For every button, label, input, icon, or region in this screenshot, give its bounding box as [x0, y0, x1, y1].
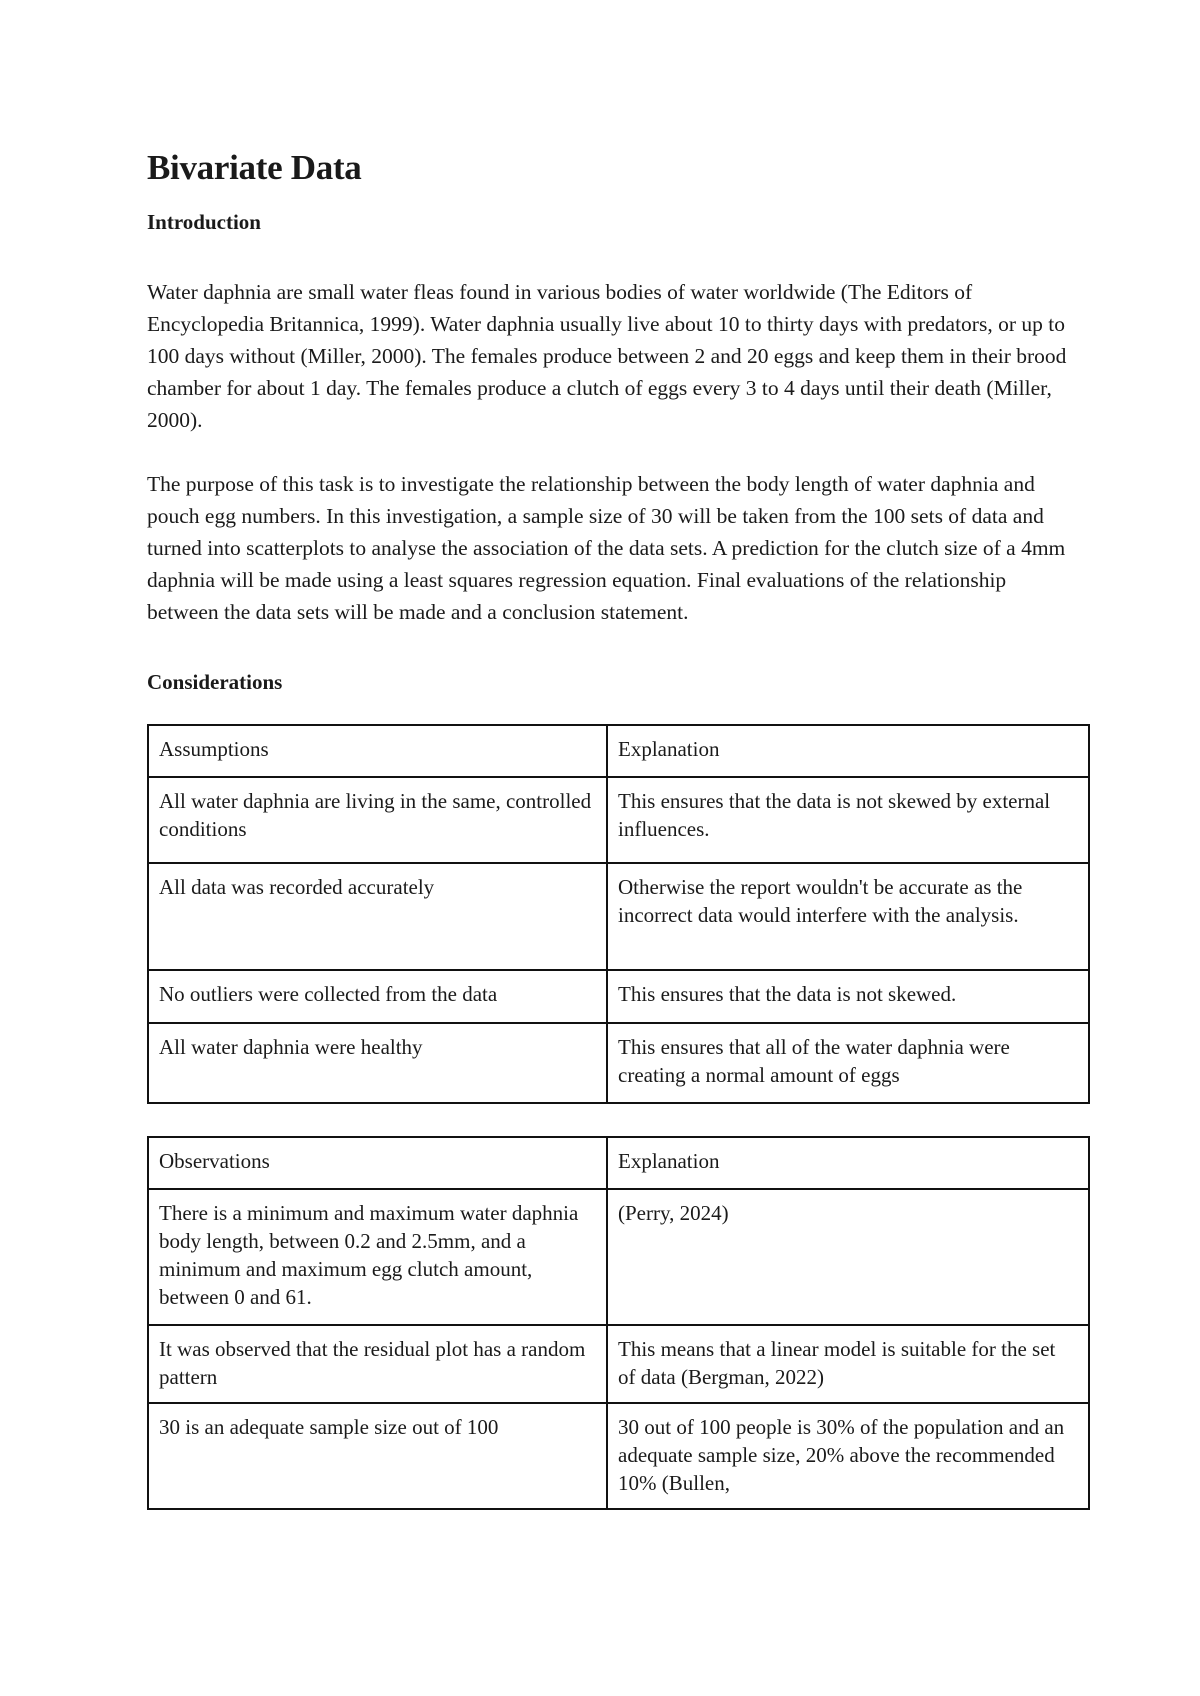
table-header-cell: Explanation — [607, 725, 1089, 777]
introduction-heading: Introduction — [147, 210, 261, 234]
table-header-cell: Explanation — [607, 1137, 1089, 1189]
table-cell: This means that a linear model is suitable for the set of data (Bergman, 2022) — [607, 1325, 1089, 1403]
table-row — [148, 1325, 1089, 1403]
table-cell: It was observed that the residual plot has a random pattern — [148, 1325, 607, 1403]
assumptions-table — [147, 724, 1090, 1104]
intro-paragraph-1: Water daphnia are small water fleas found in various bodies of water worldwide (The Editors of Encyclopedia Britannica, 1999). Water daphnia usually live about 10 to thirty days with predators, or up to 100 days without (Miller, 2000). The females produce between 2 and 20 eggs and keep them in their brood chamber for about 1 day. The females produce a clutch of eggs every 3 to 4 days until their death (Miller, 2000). — [147, 280, 1067, 432]
table-cell: 30 is an adequate sample size out of 100 — [148, 1403, 607, 1509]
table-header-row — [148, 1137, 1089, 1189]
table-cell: This ensures that the data is not skewed by external influences. — [607, 777, 1089, 863]
table-header-cell: Assumptions — [148, 725, 607, 777]
table-cell: All data was recorded accurately — [148, 863, 607, 970]
table-header-row — [148, 725, 1089, 777]
intro-paragraph-2: The purpose of this task is to investigate the relationship between the body length of water daphnia and pouch egg numbers. In this investigation, a sample size of 30 will be taken from the 100 sets of data and turned into scatterplots to analyse the association of the data sets. A prediction for the clutch size of a 4mm daphnia will be made using a least squares regression equation. Final evaluations of the relationship between the data sets will be made and a conclusion statement. — [147, 472, 1066, 624]
table-cell: No outliers were collected from the data — [148, 970, 607, 1023]
document-page — [147, 140, 1067, 1510]
considerations-heading: Considerations — [147, 670, 283, 694]
table-cell: All water daphnia were healthy — [148, 1023, 607, 1103]
table-cell: There is a minimum and maximum water daphnia body length, between 0.2 and 2.5mm, and a minimum and maximum egg clutch amount, between 0 and 61. — [148, 1189, 607, 1325]
table-cell: This ensures that the data is not skewed. — [607, 970, 1089, 1023]
table-cell: This ensures that all of the water daphnia were creating a normal amount of eggs — [607, 1023, 1089, 1103]
table-row — [148, 970, 1089, 1023]
table-cell: (Perry, 2024) — [607, 1189, 1089, 1325]
table-row — [148, 1023, 1089, 1103]
observations-table — [147, 1136, 1090, 1510]
document-title: Bivariate Data — [147, 148, 362, 187]
table-row — [148, 1189, 1089, 1325]
table-row — [148, 1403, 1089, 1509]
table-cell: Otherwise the report wouldn't be accurate as the incorrect data would interfere with the analysis. — [607, 863, 1089, 970]
table-header-cell: Observations — [148, 1137, 607, 1189]
table-row — [148, 777, 1089, 863]
table-cell: 30 out of 100 people is 30% of the population and an adequate sample size, 20% above the recommended 10% (Bullen, — [607, 1403, 1089, 1509]
table-cell: All water daphnia are living in the same, controlled conditions — [148, 777, 607, 863]
table-row — [148, 863, 1089, 970]
